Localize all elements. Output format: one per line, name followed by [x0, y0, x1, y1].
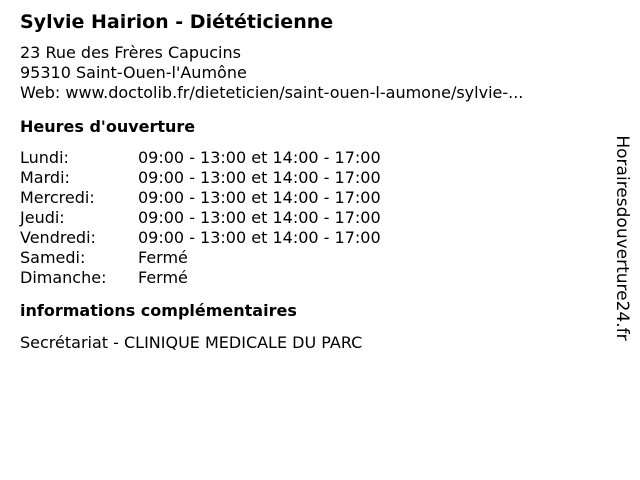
- hours-time: Fermé: [138, 248, 188, 267]
- hours-row-lundi: [20, 148, 600, 168]
- address-block: [20, 43, 600, 103]
- hours-day: Vendredi:: [20, 228, 96, 247]
- hours-table: [20, 148, 600, 288]
- hours-time: 09:00 - 13:00 et 14:00 - 17:00: [138, 208, 381, 227]
- hours-row-mercredi: [20, 188, 600, 208]
- hours-day: Dimanche:: [20, 268, 107, 287]
- hours-time: 09:00 - 13:00 et 14:00 - 17:00: [138, 228, 381, 247]
- business-card: [20, 10, 600, 353]
- address-city: 95310 Saint-Ouen-l'Aumône: [20, 63, 247, 82]
- hours-row-dimanche: [20, 268, 600, 288]
- hours-day: Lundi:: [20, 148, 69, 167]
- hours-time: 09:00 - 13:00 et 14:00 - 17:00: [138, 188, 381, 207]
- hours-time: Fermé: [138, 268, 188, 287]
- address-street: 23 Rue des Frères Capucins: [20, 43, 241, 62]
- hours-time: 09:00 - 13:00 et 14:00 - 17:00: [138, 168, 381, 187]
- info-text: Secrétariat - CLINIQUE MEDICALE DU PARC: [20, 333, 363, 352]
- hours-day: Samedi:: [20, 248, 86, 267]
- info-heading: informations complémentaires: [20, 301, 297, 320]
- website-link[interactable]: Web: www.doctolib.fr/dieteticien/saint-ouen-l-aumone/sylvie-...: [20, 83, 524, 102]
- hours-row-jeudi: [20, 208, 600, 228]
- hours-row-vendredi: [20, 228, 600, 248]
- brand-watermark: Horairesdouverture24.fr: [612, 135, 632, 341]
- business-title: Sylvie Hairion - Diététicienne: [20, 11, 334, 33]
- hours-heading: Heures d'ouverture: [20, 117, 196, 136]
- hours-day: Mardi:: [20, 168, 70, 187]
- hours-day: Mercredi:: [20, 188, 95, 207]
- hours-row-mardi: [20, 168, 600, 188]
- hours-time: 09:00 - 13:00 et 14:00 - 17:00: [138, 148, 381, 167]
- hours-day: Jeudi:: [20, 208, 65, 227]
- hours-row-samedi: [20, 248, 600, 268]
